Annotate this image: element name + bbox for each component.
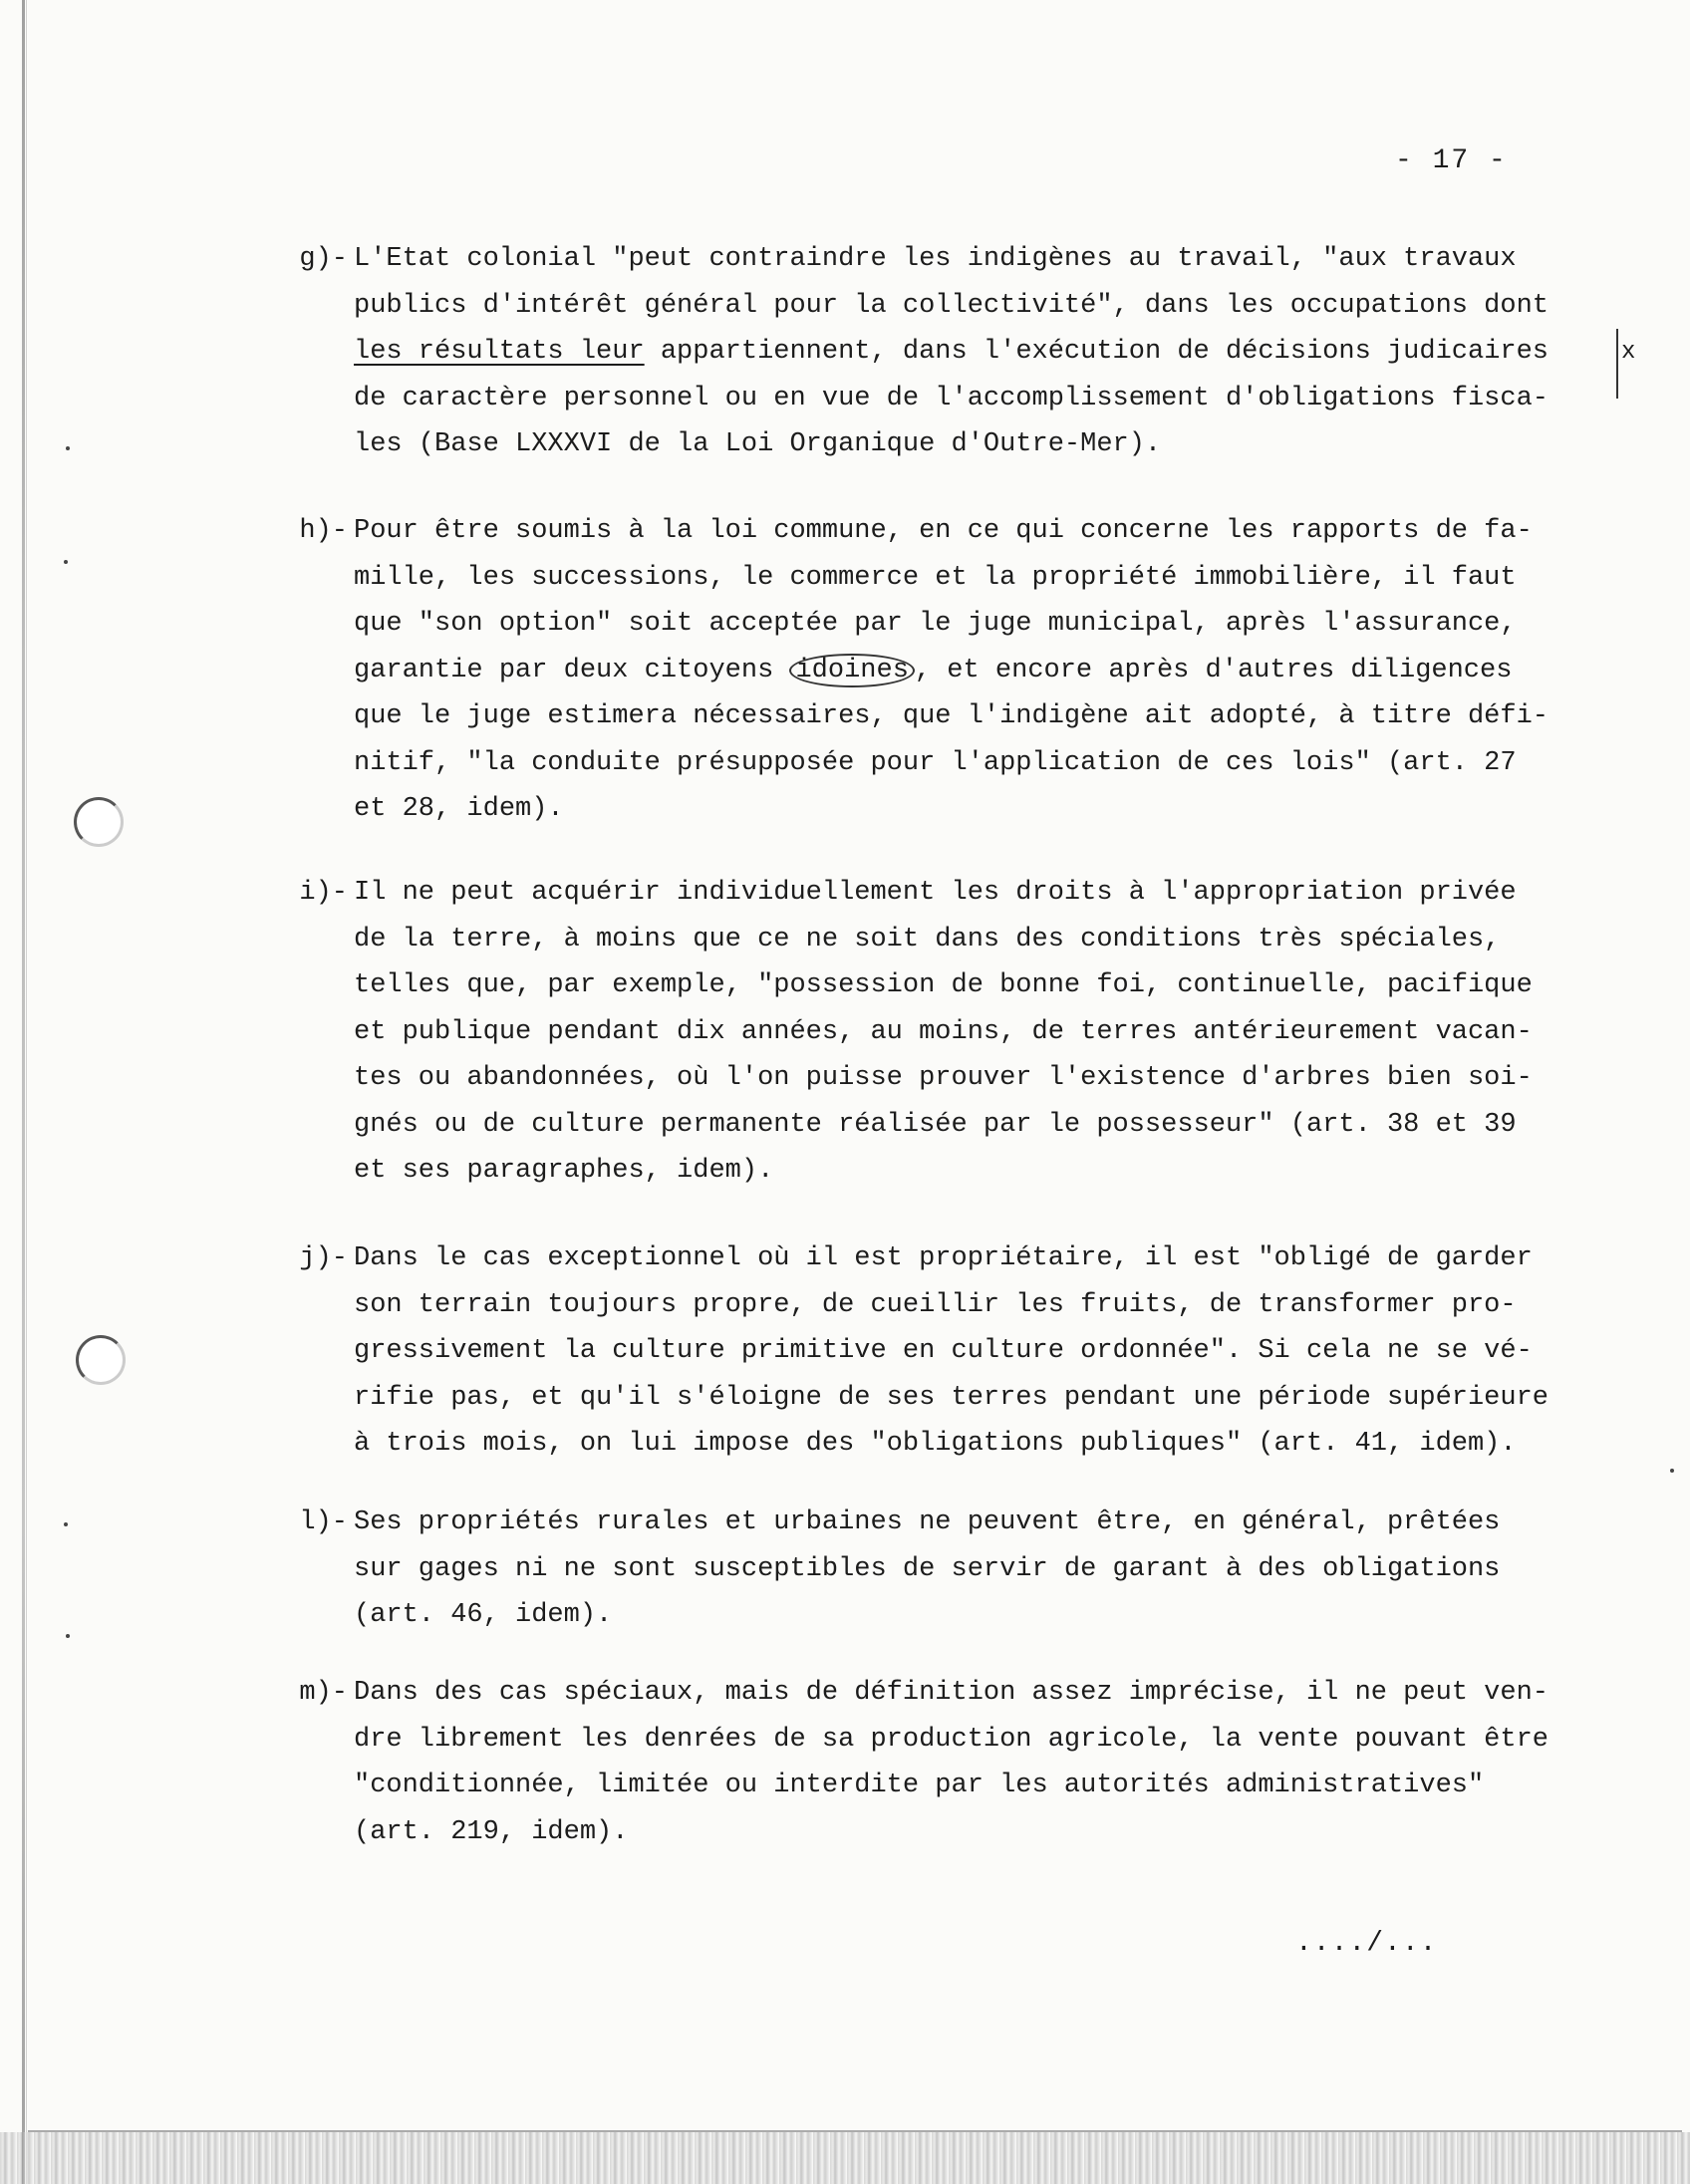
entry-line: sur gages ni ne sont susceptibles de servir de garant à des obligations xyxy=(354,1553,1501,1584)
entry-line: gnés ou de culture permanente réalisée par le possesseur" (art. 38 et 39 xyxy=(354,1109,1517,1140)
underlined-phrase: les résultats leur xyxy=(354,337,645,367)
entry-line: de caractère personnel ou en vue de l'accomplissement d'obligations fisca- xyxy=(354,383,1549,413)
entry-marker: m)- xyxy=(299,1678,348,1708)
entry-marker: i)- xyxy=(299,878,348,908)
entry-line: tes ou abandonnées, où l'on puisse prouver l'existence d'arbres bien soi- xyxy=(354,1063,1533,1093)
entry-h xyxy=(299,508,1619,833)
entry-line: Dans le cas exceptionnel où il est propriétaire, il est "obligé de garder xyxy=(354,1243,1533,1273)
scan-speck xyxy=(1670,1469,1674,1473)
entry-line: publics d'intérêt général pour la collectivité", dans les occupations dont xyxy=(354,290,1549,321)
scan-edge xyxy=(22,0,25,2184)
punch-hole-top xyxy=(74,797,124,847)
entry-line: et publique pendant dix années, au moins, de terres antérieurement vacan- xyxy=(354,1016,1533,1047)
scan-speck xyxy=(66,1634,70,1638)
entry-line: son terrain toujours propre, de cueillir les fruits, de transformer pro- xyxy=(354,1289,1517,1320)
entry-line: à trois mois, on lui impose des "obligations publiques" (art. 41, idem). xyxy=(354,1429,1517,1459)
entry-line: dre librement les denrées de sa production agricole, la vente pouvant être xyxy=(354,1724,1549,1755)
entry-line: Ses propriétés rurales et urbaines ne peuvent être, en général, prêtées xyxy=(354,1507,1501,1537)
entry-i xyxy=(299,870,1619,1195)
scan-bottom-noise xyxy=(0,2132,1690,2184)
circled-word: idoines xyxy=(789,654,914,687)
entry-line: Dans des cas spéciaux, mais de définition assez imprécise, il ne peut ven- xyxy=(354,1678,1549,1708)
punch-hole-bottom xyxy=(76,1335,126,1385)
entry-marker: g)- xyxy=(299,244,348,274)
continuation-mark: ..../... xyxy=(1295,1928,1438,1959)
entry-line: les résultats leur appartiennent, dans l'exécution de décisions judicaires xyxy=(354,337,1549,367)
entry-line: les (Base LXXXVI de la Loi Organique d'Outre-Mer). xyxy=(354,429,1162,459)
entry-line: rifie pas, et qu'il s'éloigne de ses terres pendant une période supérieure xyxy=(354,1382,1549,1413)
scan-speck xyxy=(64,1522,68,1526)
entry-marker: l)- xyxy=(299,1507,348,1537)
margin-note: x xyxy=(1621,339,1636,366)
entry-line: garantie par deux citoyens idoines , et encore après d'autres diligences xyxy=(354,655,1513,685)
page-number: - 17 - xyxy=(1395,145,1508,176)
entry-line: mille, les successions, le commerce et la propriété immobilière, il faut xyxy=(354,562,1517,593)
entry-line: Il ne peut acquérir individuellement les droits à l'appropriation privée xyxy=(354,878,1517,908)
entry-marker: h)- xyxy=(299,516,348,546)
entry-line: nitif, "la conduite présupposée pour l'application de ces lois" (art. 27 xyxy=(354,747,1517,778)
entry-j xyxy=(299,1235,1619,1468)
entry-g xyxy=(299,236,1619,468)
entry-line: telles que, par exemple, "possession de bonne foi, continuelle, pacifique xyxy=(354,970,1533,1000)
entry-line: Pour être soumis à la loi commune, en ce qui concerne les rapports de fa- xyxy=(354,516,1533,546)
entry-line: que le juge estimera nécessaires, que l'indigène ait adopté, à titre défi- xyxy=(354,701,1549,731)
entry-line: "conditionnée, limitée ou interdite par les autorités administratives" xyxy=(354,1771,1485,1800)
entry-line: (art. 46, idem). xyxy=(354,1600,613,1630)
scan-speck xyxy=(66,446,70,450)
entry-line: L'Etat colonial "peut contraindre les indigènes au travail, "aux travaux xyxy=(354,244,1517,274)
entry-m xyxy=(299,1670,1619,1855)
entry-line: et 28, idem). xyxy=(354,794,564,824)
entry-l xyxy=(299,1500,1619,1639)
scan-edge-inner xyxy=(26,0,27,2184)
entry-line: que "son option" soit acceptée par le juge municipal, après l'assurance, xyxy=(354,609,1517,639)
scan-speck xyxy=(64,560,68,564)
entry-line: et ses paragraphes, idem). xyxy=(354,1156,774,1186)
entry-line: de la terre, à moins que ce ne soit dans des conditions très spéciales, xyxy=(354,924,1501,955)
entry-marker: j)- xyxy=(299,1243,348,1273)
entry-line: gressivement la culture primitive en culture ordonnée". Si cela ne se vé- xyxy=(354,1336,1533,1366)
entry-line: (art. 219, idem). xyxy=(354,1816,629,1847)
